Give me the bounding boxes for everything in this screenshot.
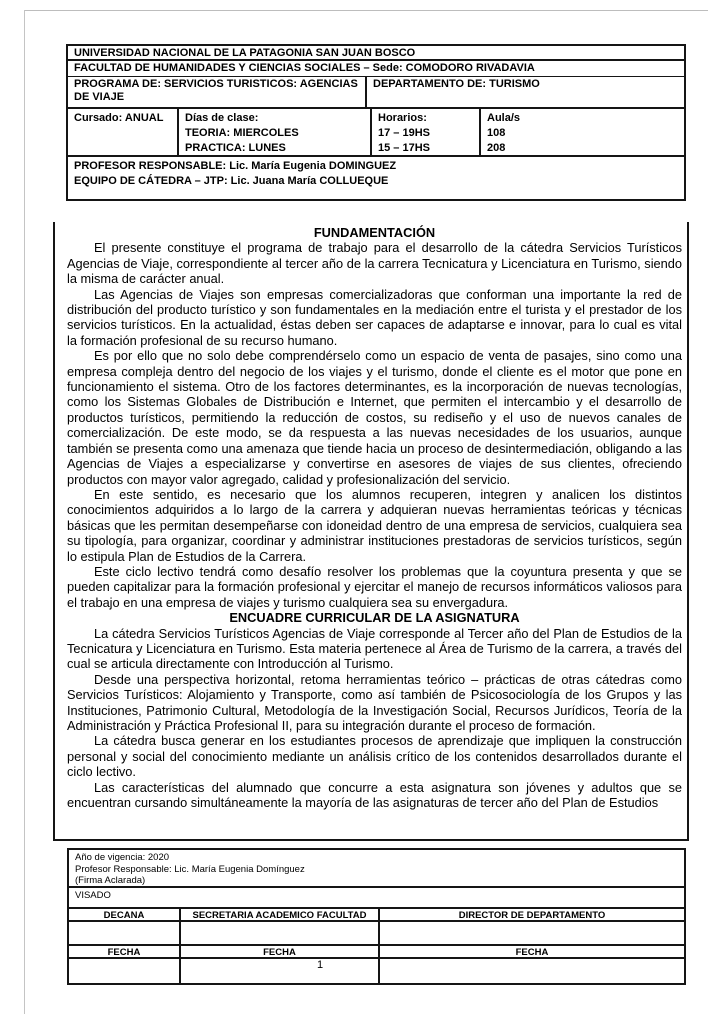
- scan-artifact-top: [24, 10, 708, 11]
- anio-vigencia: Año de vigencia: 2020: [75, 852, 170, 863]
- document-body: [53, 222, 689, 841]
- empty-cell: [69, 959, 179, 983]
- section-title-encuadre: ENCUADRE CURRICULAR DE LA ASIGNATURA: [229, 610, 520, 626]
- aulas-label: Aula/s: [487, 112, 521, 124]
- cursado-cell: Cursado: ANUAL: [74, 112, 164, 124]
- department-cell: DEPARTAMENTO DE: TURISMO: [365, 77, 684, 107]
- aula-practica: 208: [487, 142, 506, 154]
- scan-artifact-left: [24, 10, 25, 1014]
- equipo-catedra: EQUIPO DE CÁTEDRA – JTP: Lic. Juana María COLLUEQUE: [74, 175, 389, 187]
- dias-label: Días de clase:: [185, 112, 259, 124]
- empty-bottom-row: [69, 959, 684, 983]
- program-cell: PROGRAMA DE: SERVICIOS TURISTICOS: AGENCIAS DE VIAJE: [74, 78, 358, 103]
- signature-space-row: [69, 922, 684, 946]
- vigencia-row: [69, 850, 684, 888]
- university-name: UNIVERSIDAD NACIONAL DE LA PATAGONIA SAN JUAN BOSCO: [74, 47, 416, 59]
- horarios-label: Horarios:: [378, 112, 427, 124]
- faculty-name: FACULTAD DE HUMANIDADES Y CIENCIAS SOCIALES – Sede: COMODORO RIVADAVIA: [74, 62, 535, 74]
- paragraph: Las Agencias de Viajes son empresas comercializadoras que conforman una importante la red de distribución del producto turístico y son fundamentales en la mediación entre el turista y el prestador de los servicios turísticos. En la actualidad, éstas deben ser capaces de adaptarse e innovar, para lo cual es vital la formación profesional de su recurso humano.: [67, 286, 682, 348]
- visado-label: VISADO: [75, 890, 111, 901]
- paragraph: Las características del alumnado que concurre a esta asignatura son jóvenes y adultos que se encuentran cursando simultáneamente la mayoría de las asignaturas de tercer año del Plan de Estudios: [67, 779, 682, 811]
- dias-practica: PRACTICA: LUNES: [185, 142, 286, 154]
- signature-space: [69, 922, 179, 944]
- paragraph: Es por ello que no solo debe comprendérselo como un espacio de venta de pasajes, sino como una empresa compleja dentro del negocio de los viajes y el turismo, donde el cliente es el motor que pone en funcionamiento el sistema. Otro de los factores determinantes, es la incorporación de nuevas tecnologías, como los Sistemas Globales de Distribución e Internet, que permiten el intercambio y el desarrollo de productos turísticos, permitiendo la reducción de costos, su rediseño y el uso de nuevos canales de comercialización. De este modo, se da respuesta a las nuevas necesidades de los usuarios, aunque también se presenta como una amenaza que tiende hacia un proceso de desintermediación, obligando a las Agencias de Viajes a especializarse y convertirse en asesores de viajes de sus clientes, ofreciendo productos con mayor valor agregado, calidad y profesionalización del servicio.: [67, 348, 682, 487]
- horarios-cell: [370, 109, 479, 155]
- page-number: 1: [317, 959, 324, 971]
- university-row: [68, 46, 684, 61]
- paragraph: El presente constituye el programa de trabajo para el desarrollo de la cátedra Servicios Turísticos Agencias de Viaje, correspondiente al tercer año de la carrera Tecnicatura y Licenciatura en Turismo, siendo la misma de carácter anual.: [67, 240, 682, 287]
- staff-row: [68, 157, 684, 199]
- paragraph: La cátedra Servicios Turísticos Agencias de Viaje corresponde al Tercer año del Plan de Estudios de la Tecnicatura y Licenciatura en Turismo. Esta materia pertenece al Área de Turismo de la carrera, a través del cual se articula directamente con Introducción al Turismo.: [67, 625, 682, 672]
- secretaria-header: SECRETARIA ACADEMICO FACULTAD: [179, 909, 378, 920]
- signature-space: [179, 922, 378, 944]
- firma-aclarada: (Firma Aclarada): [75, 875, 146, 886]
- program-row: [68, 77, 684, 109]
- faculty-row: [68, 61, 684, 77]
- paragraph: En este sentido, es necesario que los alumnos recuperen, integren y analicen los distintos conocimientos adquiridos a lo largo de la carrera y adquieran nuevas herramientas teóricas y técnicas básicas que les permitan desempeñarse con idoneidad dentro de una empresa de servicios, cualquiera sea su tipología, para organizar, coordinar y administrar instituciones prestadoras de servicios turísticos, según lo estipula Plan de Estudios de la Carrera.: [67, 486, 682, 564]
- fecha-label: FECHA: [378, 946, 684, 957]
- paragraph: Desde una perspectiva horizontal, retoma herramientas teórico – prácticas de otras cátedras como Servicios Turísticos: Alojamiento y Transporte, como así también de Psicosociología de los Grupos y las Instituciones, Patrimonio Cultural, Metodología de la Investigación Social, Recursos Jurídicos, Teoría de la Administración y Práctica Profesional II, para su integración durante el proceso de formación.: [67, 671, 682, 733]
- dias-cell: [177, 109, 370, 155]
- empty-cell: [179, 959, 378, 983]
- horarios-practica: 15 – 17HS: [378, 142, 430, 154]
- profesor-responsable-footer: Profesor Responsable: Lic. María Eugenia Domínguez: [75, 863, 305, 875]
- decana-header: DECANA: [103, 910, 145, 921]
- footer-table: [67, 848, 686, 985]
- director-header: DIRECTOR DE DEPARTAMENTO: [378, 909, 684, 920]
- horarios-teoria: 17 – 19HS: [378, 127, 430, 139]
- fecha-label: FECHA: [107, 947, 141, 958]
- paragraph: La cátedra busca generar en los estudiantes procesos de aprendizaje que impliquen la construcción personal y social del conocimiento mediante un análisis crítico de los contenidos desarrollados durante el ciclo lectivo.: [67, 733, 682, 780]
- empty-cell: [378, 959, 684, 983]
- signature-header-row: [69, 909, 684, 922]
- profesor-responsable: PROFESOR RESPONSABLE: Lic. María Eugenia DOMINGUEZ: [74, 160, 397, 172]
- schedule-row: [68, 109, 684, 157]
- fecha-row: [69, 946, 684, 959]
- signature-space: [378, 922, 684, 944]
- visado-row: [69, 888, 684, 909]
- aulas-cell: [479, 109, 684, 155]
- fecha-label: FECHA: [179, 946, 378, 957]
- dias-teoria: TEORIA: MIERCOLES: [185, 127, 299, 139]
- header-table: [66, 44, 686, 201]
- aula-teoria: 108: [487, 127, 506, 139]
- section-title-fundamentacion: FUNDAMENTACIÓN: [313, 225, 436, 240]
- paragraph: Este ciclo lectivo tendrá como desafío resolver los problemas que la coyuntura presenta y que se pueden capitalizar para la formación profesional y ejercitar el manejo de recursos informáticos valiosos para el trabajo en una empresa de viajes y turismo cualquiera sea su envergadura.: [67, 563, 682, 610]
